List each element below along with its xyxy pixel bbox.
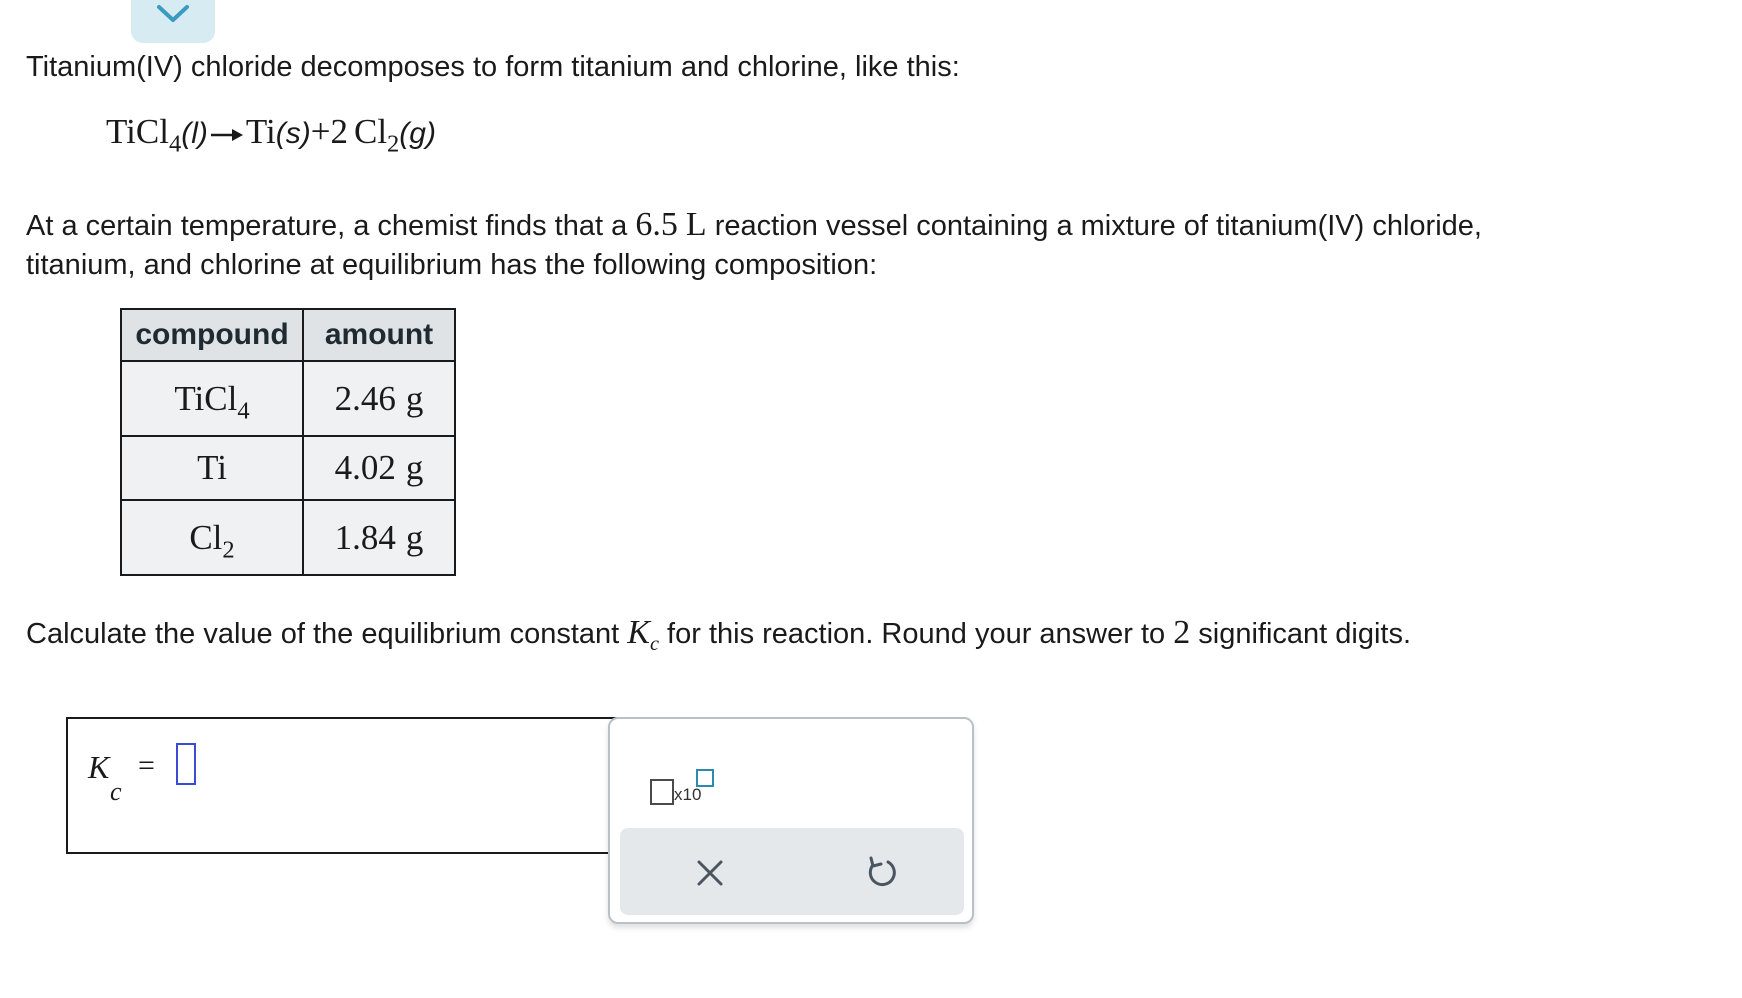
question-part: significant digits. [1190,618,1412,650]
problem-text: reaction vessel containing a mixture of titanium(IV) chloride, [706,210,1482,242]
compound-cell [121,436,303,500]
problem-text: At a certain temperature, a chemist finds that a [26,210,636,242]
composition-table [120,308,456,576]
compound-formula: Ti [197,448,227,487]
collapse-button[interactable] [131,0,215,43]
scientific-notation-button[interactable] [640,749,720,809]
problem-line-1 [26,204,1482,247]
digits-value: 2 [1173,614,1191,651]
reactant-state: (l) [181,117,208,150]
reactant-subscript: 4 [168,130,182,158]
volume-unit: L [685,206,707,243]
question-text [26,612,1411,655]
amount-unit: g [405,448,424,487]
volume-value: 6.5 [635,206,678,243]
problem-line-2: titanium, and chlorine at equilibrium has the following composition: [26,249,878,281]
amount-cell [303,500,455,575]
chevron-down-icon [156,4,190,24]
table-row [121,361,455,436]
kc-subscript: c [649,633,659,656]
clear-button[interactable] [680,848,740,898]
product2-state: (g) [399,117,436,150]
compound-cell [121,361,303,436]
kc-symbol: K [627,614,650,651]
amount-value: 1.84 [334,517,396,557]
table-row [121,436,455,500]
reactant-formula: TiCl [106,112,169,151]
action-bar [620,828,964,915]
intro-text: Titanium(IV) chloride decomposes to form titanium and chlorine, like this: [26,51,960,83]
chemical-equation [106,112,436,158]
product1-state: (s) [275,117,311,150]
amount-cell [303,361,455,436]
amount-cell [303,436,455,500]
answer-box [66,717,629,854]
compound-subscript: 2 [222,536,235,564]
equals-sign: = [138,749,155,782]
question-part: for this reaction. Round your answer to [659,618,1174,650]
amount-value: 4.02 [334,448,396,487]
plus-sign: + [310,112,331,151]
exponent-box-icon [696,769,714,787]
undo-button[interactable] [852,848,912,898]
undo-icon [852,848,912,898]
column-header: amount [303,309,455,361]
compound-formula: TiCl [174,378,238,418]
kc-label-symbol: K [88,749,110,785]
coefficient: 2 [330,112,348,151]
compound-cell [121,500,303,575]
product1-formula: Ti [245,112,276,151]
tools-panel [608,717,974,924]
close-icon [680,848,740,898]
kc-label-subscript: c [110,777,122,806]
x10-label: x10 [674,785,702,804]
table-row [121,500,455,575]
reaction-arrow-icon [210,128,244,142]
compound-formula: Cl [189,517,223,557]
answer-input[interactable] [176,743,196,785]
question-part: Calculate the value of the equilibrium constant [26,618,628,650]
kc-label [88,749,122,806]
column-header: compound [121,309,303,361]
compound-subscript: 4 [237,397,250,425]
amount-unit: g [405,378,424,418]
amount-unit: g [405,517,424,557]
mantissa-box-icon [650,779,674,805]
amount-value: 2.46 [334,378,396,418]
product2-subscript: 2 [387,130,400,158]
product2-formula: Cl [353,112,388,151]
